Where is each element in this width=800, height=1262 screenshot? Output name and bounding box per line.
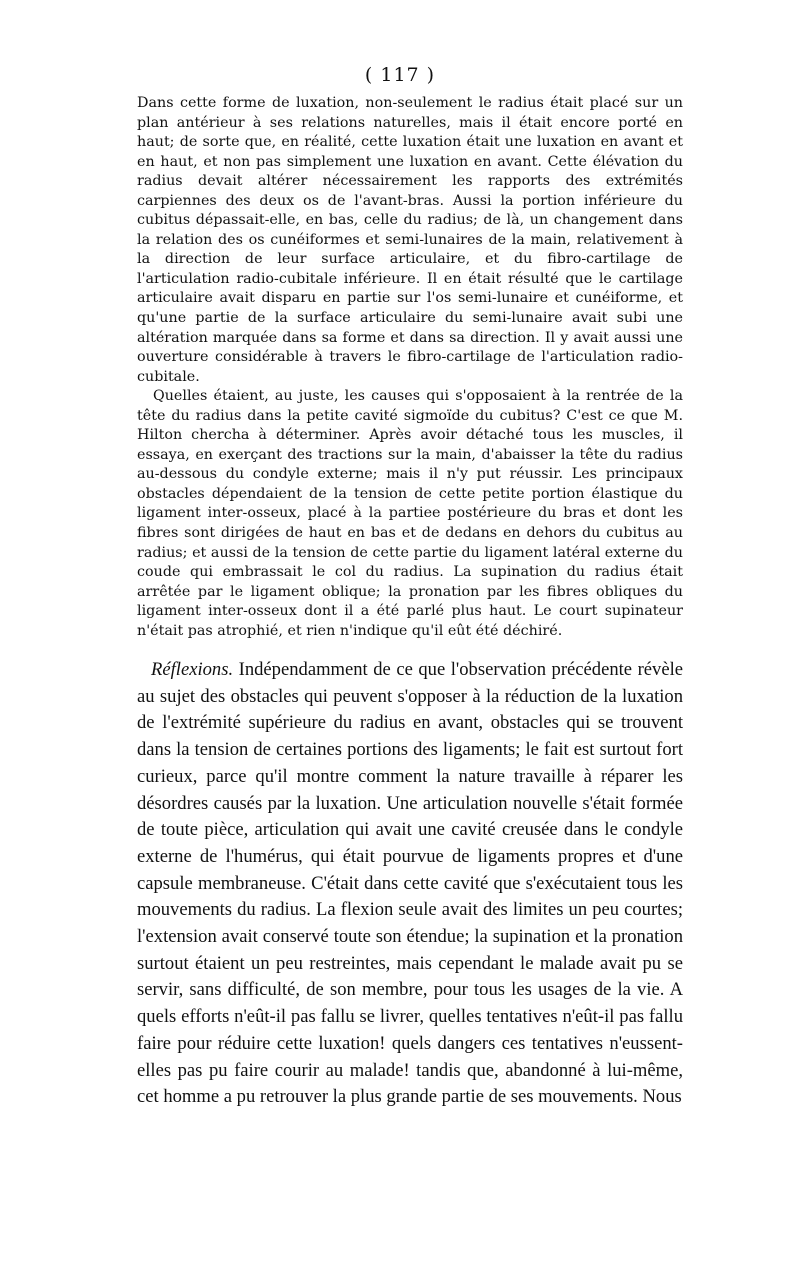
body-paragraph: Dans cette forme de luxation, non-seulement le radius était placé sur un plan antérieur à ses relations naturelles, mais il était encore porté en haut; de sorte que, en réalité, cette luxation était une luxation en avant et en haut, et non pas simplement une luxation en avant. Cette élévation du radius devait altérer nécessairement les rapports des extrémités carpiennes des deux os de l'avant-bras. Aussi la portion inférieure du cubitus dépassait-elle, en bas, celle du radius; de là, un changement dans la relation des os cunéiformes et semi-lunaires de la main, relativement à la direction de leur surface articulaire, et du fibro-cartilage de l'articulation radio-cubitale inférieure. Il en était résulté que le cartilage articulaire avait disparu en partie sur l'os semi-lunaire et cunéiforme, et qu'une partie de la surface articulaire du semi-lunaire avait subi une altération marquée dans sa forme et dans sa direction. Il y avait aussi une ouverture considérable à travers le fibro-cartilage de l'articulation radio-cubitale.: [137, 95, 683, 385]
reflexions-paragraph: [137, 657, 683, 1111]
reflexions-text: Indépendamment de ce que l'observation précédente révèle au sujet des obstacles qui peuvent s'opposer à la réduction de la luxation de l'extrémité supérieure du radius en avant, obstacles qui se trouvent dans la tension de certaines portions des ligaments; le fait est surtout fort curieux, parce qu'il montre comment la nature travaille à réparer les désordres causés par la luxation. Une articulation nouvelle s'était formée de toute pièce, articulation qui avait une cavité creusée dans le condyle externe de l'humérus, qui était pourvue de ligaments propres et d'une capsule membraneuse. C'était dans cette cavité que s'exécutaient tous les mouvements du radius. La flexion seule avait des limites un peu courtes; l'extension avait conservé toute son étendue; la supination et la pronation surtout étaient un peu restreintes, mais cependant le malade avait pu se servir, sans difficulté, de son membre, pour tous les usages de la vie. A quels efforts n'eût-il pas fallu se livrer, quelles tentatives n'eût-il pas fallu faire pour réduire cette luxation! quels dangers ces tentatives n'eussent-elles pas pu faire courir au malade! tandis que, abandonné à lui-même, cet homme a pu retrouver la plus grande partie de ses mouvements. Nous: [137, 659, 684, 1108]
reflexions-block: [137, 657, 683, 1111]
body-paragraph: Quelles étaient, au juste, les causes qui s'opposaient à la rentrée de la tête du radius dans la petite cavité sigmoïde du cubitus? C'est ce que M. Hilton chercha à déterminer. Après avoir détaché tous les muscles, il essaya, en exerçant des tractions sur la main, d'abaisser la tête du radius au-dessous du condyle externe; mais il n'y put réussir. Les principaux obstacles dépendaient de la tension de cette petite portion élastique du ligament inter-osseux, placé à la partiee postérieure du bras et dont les fibres sont dirigées de haut en bas et de dedans en dehors du cubitus au radius; et aussi de la tension de cette partie du ligament latéral externe du coude qui embrassait le col du radius. La supination du radius était arrêtée par le ligament oblique; la pronation par les fibres obliques du ligament inter-osseux dont il a été parlé plus haut. Le court supinateur n'était pas atrophié, et rien n'indique qu'il eût été déchiré.: [137, 388, 683, 639]
page-number: ( 117 ): [364, 64, 436, 86]
case-text-block: [137, 94, 683, 641]
reflexions-heading: Réflexions.: [151, 659, 234, 680]
